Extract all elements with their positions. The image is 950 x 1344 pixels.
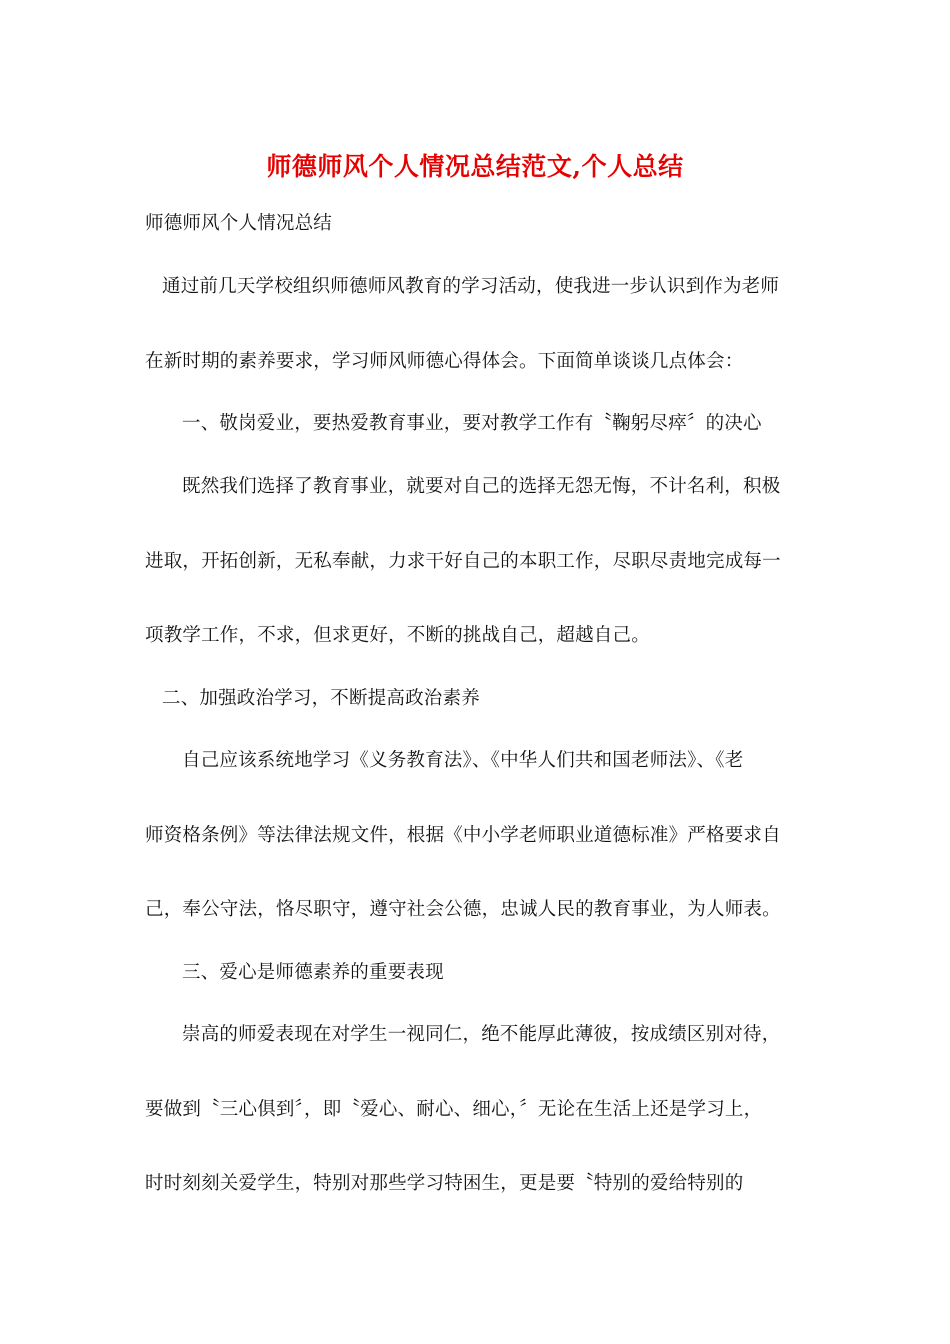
point-heading: 三、爱心是师德素养的重要表现 <box>182 962 444 983</box>
section-heading: 师德师风个人情况总结 <box>145 213 333 234</box>
point-heading: 二、加强政治学习，不断提高政治素养 <box>162 688 480 709</box>
paragraph-line: 在新时期的素养要求，学习师风师德心得体会。下面简单谈谈几点体会： <box>145 351 744 372</box>
paragraph-line: 师资格条例》等法律法规文件，根据《中小学老师职业道德标准》严格要求自 <box>145 825 781 846</box>
paragraph-line: 进取，开拓创新，无私奉献，力求干好自己的本职工作，尽职尽责地完成每一 <box>145 551 781 572</box>
point-heading: 一、敬岗爱业，要热爱教育事业，要对教学工作有〝鞠躬尽瘁〞的决心 <box>182 413 762 434</box>
paragraph-line: 通过前几天学校组织师德师风教育的学习活动，使我进一步认识到作为老师 <box>162 276 780 297</box>
paragraph-line: 自己应该系统地学习《义务教育法》、《中华人们共和国老师法》、《老 <box>182 750 744 771</box>
paragraph-line: 要做到〝三心俱到〞，即〝爱心、耐心、细心，〞无论在生活上还是学习上， <box>145 1099 763 1120</box>
paragraph-line: 既然我们选择了教育事业，就要对自己的选择无怨无悔，不计名利，积极 <box>182 476 781 497</box>
document-title: 师德师风个人情况总结范文,个人总结 <box>266 152 684 181</box>
paragraph-line: 时时刻刻关爱学生，特别对那些学习特困生，更是要〝特别的爱给特别的 <box>145 1173 744 1194</box>
paragraph-line: 项教学工作，不求，但求更好，不断的挑战自己，超越自己。 <box>145 625 650 646</box>
paragraph-line: 崇高的师爱表现在对学生一视同仁，绝不能厚此薄彼，按成绩区别对待， <box>182 1024 781 1045</box>
paragraph-line: 己，奉公守法，恪尽职守，遵守社会公德，忠诚人民的教育事业，为人师表。 <box>145 899 781 920</box>
